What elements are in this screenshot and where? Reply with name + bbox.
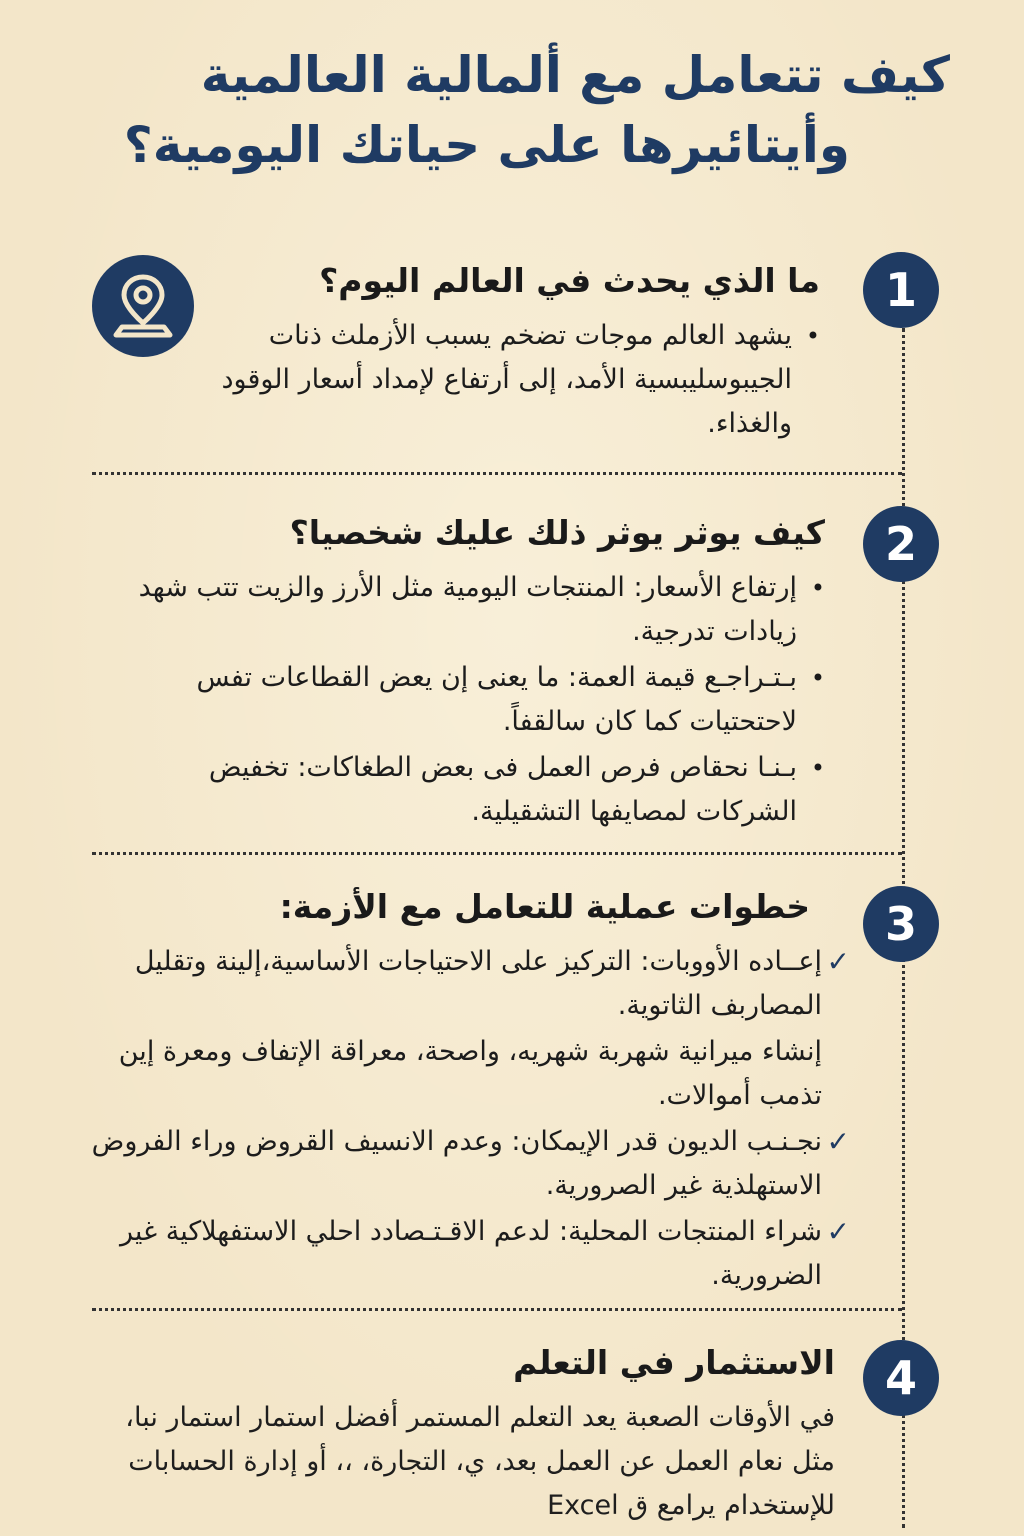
title-line-2: وأيتائيرها على حياتك اليومية؟ bbox=[123, 116, 850, 174]
checklist-item-text: إنشاء ميرانية شهربة شهريه، واصحة، معراقة الإتفاف ومعرة إين تذمب أموالات. bbox=[118, 1036, 822, 1111]
section-divider bbox=[92, 472, 902, 475]
checklist-item bbox=[60, 1030, 850, 1118]
section-3-number-badge: 3 bbox=[863, 886, 939, 962]
section-4-number-badge: 4 bbox=[863, 1340, 939, 1416]
section-1 bbox=[210, 258, 820, 448]
section-4 bbox=[100, 1340, 835, 1528]
section-1-heading: ما الذي يحدث في العالم اليوم؟ bbox=[319, 261, 820, 300]
checklist-item-text: إعــاده الأووبات: التركيز على الاحتياجات الأساسية،إلينة وتقليل المصاربف الثاتوية. bbox=[134, 946, 822, 1021]
section-4-heading: الاستثمار في التعلم bbox=[513, 1343, 835, 1382]
list-item bbox=[100, 656, 825, 744]
bullet-icon: • bbox=[805, 322, 820, 350]
checklist-item bbox=[60, 940, 850, 1028]
checkmark-icon: ✓ bbox=[826, 1215, 850, 1248]
section-4-paragraph: في الأوقات الصعبة يعد التعلم المستمر أفضل استمار استمار نبا، مثل نعام العمل عن العمل بعد، ي، التجارة، ،، أو إدارة الحسابات للإستخدام يرامع ق Excel bbox=[125, 1402, 835, 1521]
bullet-icon: • bbox=[810, 754, 825, 782]
checklist-item-text: نجـنـب الديون قدر الإيمكان: وعدم الانسيف القروض وراء الفروض الاستهلذية غير الصرورية. bbox=[91, 1126, 822, 1201]
title-line-1: كيف تتعامل مع ألمالية العالمية bbox=[200, 46, 950, 104]
section-divider bbox=[92, 852, 902, 855]
section-divider bbox=[92, 1308, 902, 1311]
list-item-text: بـنـا نحقاص فرص العمل فى بعض الطغاكات: تخفيض الشركات لمصايفها التشقيلية. bbox=[208, 752, 797, 827]
list-item bbox=[100, 566, 825, 654]
section-2-heading: كيف يوثر يوثر ذلك عليك شخصيا؟ bbox=[289, 513, 825, 552]
checkmark-icon: ✓ bbox=[826, 945, 850, 978]
checklist-item bbox=[60, 1210, 850, 1298]
section-2 bbox=[100, 510, 825, 836]
bullet-icon: • bbox=[810, 664, 825, 692]
list-item bbox=[100, 746, 825, 834]
checkmark-icon: ✓ bbox=[826, 1125, 850, 1158]
bullet-icon: • bbox=[810, 574, 825, 602]
checklist-item bbox=[60, 1120, 850, 1208]
checklist-item-text: شراء المنتجات المحلية: لدعم الاقـتـصادد احلي الاستفهلاكية غير الضرورية. bbox=[119, 1216, 822, 1291]
list-item-text: يشهد العالم موجات تضخم يسبب الأزملث ذنات الجيبوسليبسية الأمد، إلى أرتفاع لإمداد أسعار الوقود والغذاء. bbox=[221, 320, 792, 439]
section-3-heading: خطوات عملية للتعامل مع الأزمة: bbox=[279, 887, 810, 926]
section-3 bbox=[60, 884, 850, 1300]
list-item-text: إرتفاع الأسعار: المنتجات اليومية مثل الأرز والزيت تتب شهد زيادات تدرجية. bbox=[138, 572, 797, 647]
list-item bbox=[210, 314, 820, 446]
section-2-number-badge: 2 bbox=[863, 506, 939, 582]
section-1-number-badge: 1 bbox=[863, 252, 939, 328]
location-pin-icon bbox=[92, 255, 194, 357]
page-title bbox=[80, 40, 960, 180]
list-item-text: بـتـراجـع قيمة العمة: ما يعنى إن يعض القطاعات تفس لاحتحتيات كما كان سالقفاً. bbox=[196, 662, 797, 737]
